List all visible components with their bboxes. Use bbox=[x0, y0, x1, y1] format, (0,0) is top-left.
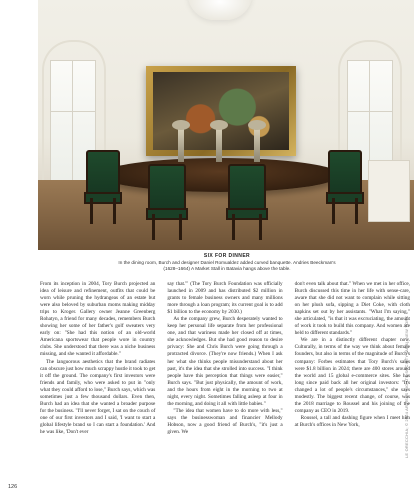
candlestick bbox=[178, 128, 184, 162]
text-column-3 bbox=[295, 281, 410, 481]
paragraph: "The idea that women have to do more with less," says the businesswoman and financier Mellody Hobson, now a good friend of Burch's, "it's just a given. We bbox=[167, 407, 283, 435]
caption-line: (1628–1664) A Market Stall in Batavia hangs above the table. bbox=[163, 266, 291, 271]
photo-caption bbox=[40, 253, 414, 272]
dining-room-photo bbox=[38, 0, 414, 250]
green-chair bbox=[86, 150, 120, 200]
candlestick bbox=[216, 128, 222, 162]
paragraph: From its inception in 2004, Tory Burch projected an idea of leisure and refinement, outfits that could be worn while pruning the hydrangeas of an estate but were also beloved by suburban moms making midday trips to Kroger. Gallery owner Jeanne Greenberg Rohatyn, a friend for many decades, remembers Burch showing her some of her father's golf sweaters very early on: "She had this notion of an old-world Americana sportswear that people wore in country clubs. She understood that there was a niche business missing, and she wanted it affordable." bbox=[40, 281, 156, 358]
green-chair bbox=[148, 164, 186, 216]
paragraph: Roussel, a tall and dashing figure when I meet him at Burch's offices in New York, bbox=[294, 414, 410, 428]
text-column-1 bbox=[40, 281, 155, 481]
page-number: 126 bbox=[8, 484, 18, 490]
caption-title: SIX FOR DINNER bbox=[203, 253, 251, 259]
green-chair bbox=[328, 150, 362, 200]
paragraph: don't even talk about that." When we met in her office, Burch discussed this time in her life with sense-care, aware that she did not want to complain while sitting on her plush sofa, sipping a Diet Coke, with cloth napkins set out by her assistants. "What I'm saying," she articulated, "is that it was excruciating, the amount of work it took to build this company. And women are held to different standards." bbox=[294, 281, 410, 337]
article-body bbox=[40, 281, 410, 481]
photo-credit: LE ORECCHIA; © 2024 ARTISTS RIGHTS SOCIETY (ARS), NEW YORK bbox=[404, 315, 409, 458]
dining-table bbox=[100, 158, 340, 192]
caption-body bbox=[40, 260, 414, 272]
paragraph: We are in a distinctly different chapter now. Culturally, in terms of the way we think about female founders, but also in terms of the magnitude of Burch's company: Forbes estimates that Tory Burch's sales were $1.8 billion in 2024; there are 400 stores around the world and 15 global e-commerce sites. She has long since paid back all her original investors: "It's changed a lot of people's circumstances," she says modestly. The biggest recent change, of course, was the 2018 marriage to Roussel and his joining of the company as CEO in 2019. bbox=[294, 337, 410, 414]
paragraph: say that.'" (The Tory Burch Foundation was officially launched in 2009 and has distributed $2 million in grants to female business owners and many millions more through a loan program; its current goal is to add $1 billion to the economy by 2030.) bbox=[167, 281, 283, 316]
ceiling-light bbox=[188, 0, 252, 20]
paragraph: The languorous aesthetics that the brand radiates can obscure just how much scrappy hustle it took to get it off the ground. The company's first investors were friends and family, who were asked to put in "only what they could afford to lose," Burch says, which was sometimes just a few thousand dollars. Even then, Burch had an idea that she wanted a broader purpose for the business. "I'll never forget, I sat on the couch of one of our first investors and I said, 'I want to start a global lifestyle brand so I can start a foundation.' And he was like, 'Don't ever bbox=[40, 358, 156, 435]
candlestick bbox=[254, 128, 260, 162]
paragraph: As the company grew, Burch desperately wanted to keep her personal life separate from her professional one, and that wariness made her closed off at times, she acknowledges. But she had good reason to desire privacy: She and Chris Burch were going through a protracted divorce. (They're now friends.) When I ask her what she thinks people misunderstand about her past, it's the idea that she strolled into success. "I think people have this perception that things were easier," Burch says. "But just physically, the amount of work, and the hours from eight in the morning to two at night, every night. Sometimes falling asleep at four in the morning, and doing it all with little babies." bbox=[167, 316, 283, 407]
green-chair bbox=[228, 164, 266, 216]
text-column-2 bbox=[167, 281, 282, 481]
caption-line: In the dining room, Burch and designer Daniel Romualdez added curved banquette. Andries Beeckman's bbox=[118, 260, 336, 265]
